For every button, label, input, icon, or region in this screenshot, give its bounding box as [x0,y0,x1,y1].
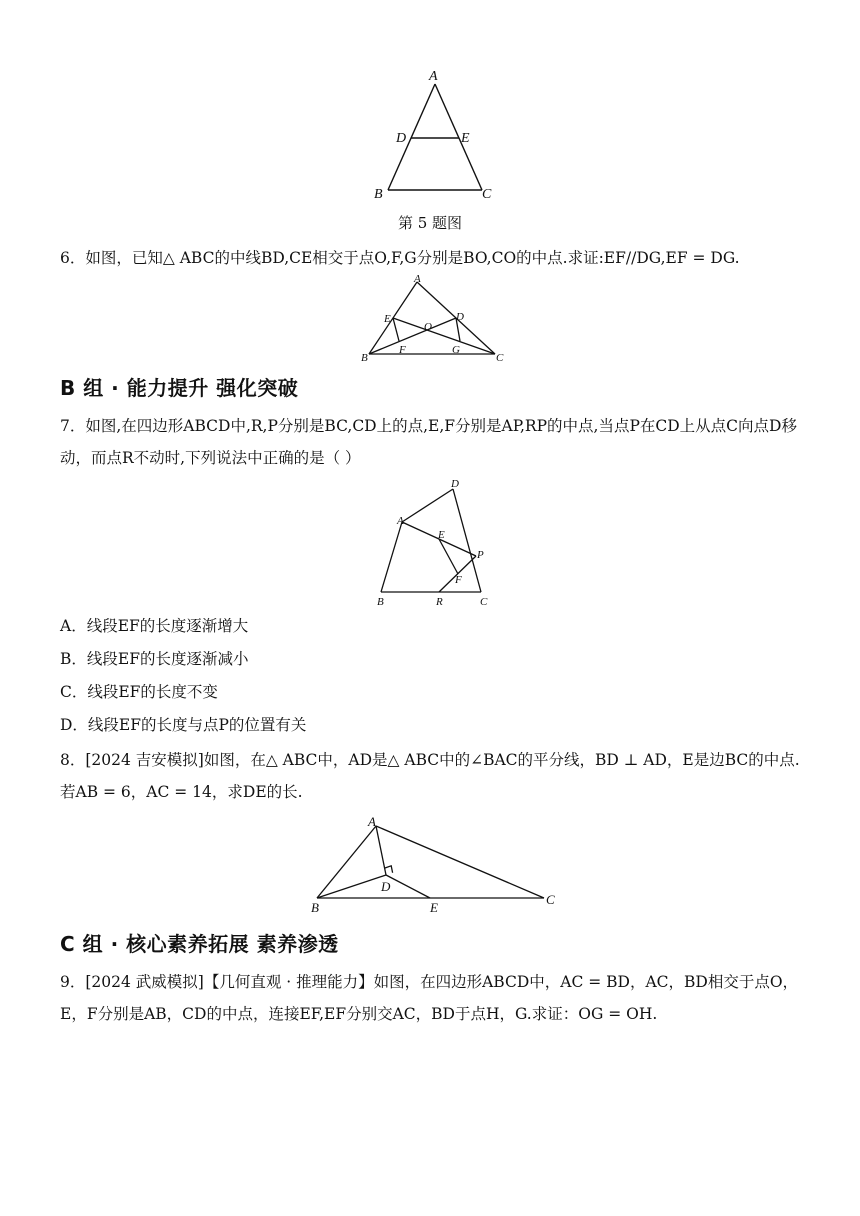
label-D: D [451,478,459,490]
problem-9-text: 9．[2024 武威模拟]【几何直观 · 推理能力】如图，在四边形ABCD中，AC = BD，AC，BD相交于点O，E，F分别是AB，CD的中点，连接EF,EF分别交AC，BD于点H，G.求证：OG = OH. [60,973,799,1023]
label-B: B [377,596,384,608]
label-R: R [436,596,443,608]
label-B: B [311,900,319,915]
label-G: G [452,344,460,356]
label-E: E [384,313,391,325]
figure-problem-6 [358,272,508,364]
label-F: F [399,344,406,356]
label-E: E [438,529,445,541]
label-F: F [455,574,462,586]
label-A: A [429,69,438,84]
option-c: C．线段EF的长度不变 [60,683,218,701]
section-b-heading: B 组 · 能力提升 强化突破 [60,376,299,400]
option-d: D．线段EF的长度与点P的位置有关 [60,716,307,734]
label-B: B [361,352,368,364]
label-P: P [477,549,484,561]
label-C: C [482,187,492,202]
label-C: C [480,596,488,608]
problem-7-text: 7．如图,在四边形ABCD中,R,P分别是BC,CD上的点,E,F分别是AP,RP的中点,当点P在CD上从点C向点D移动，而点R不动时,下列说法中正确的是（ ） [60,417,797,467]
figure-problem-5 [370,66,500,206]
label-A: A [397,515,404,527]
label-C: C [496,352,504,364]
figure-problem-7 [368,476,498,610]
option-a: A．线段EF的长度逐渐增大 [60,617,249,635]
label-D: D [396,131,407,146]
label-E: E [461,131,470,146]
option-b: B．线段EF的长度逐渐减小 [60,650,249,668]
label-D: D [456,311,464,323]
label-A: A [368,814,376,829]
label-C: C [546,892,555,907]
label-B: B [374,187,383,202]
problem-8-text: 8．[2024 吉安模拟]如图，在△ ABC中，AD是△ ABC中的∠BAC的平分线，BD ⊥ AD，E是边BC的中点.若AB = 6，AC = 14，求DE的长. [60,751,800,801]
problem-6-text: 6．如图，已知△ ABC的中线BD,CE相交于点O,F,G分别是BO,CO的中点.求证:EF//DG,EF = DG. [60,249,740,267]
figure-caption: 第 5 题图 [397,214,463,232]
section-c-heading: C 组 · 核心素养拓展 素养渗透 [60,932,339,956]
label-O: O [424,321,432,333]
label-D: D [381,879,391,894]
label-A: A [414,273,421,285]
figure-problem-8 [306,814,566,918]
label-E: E [430,900,438,915]
